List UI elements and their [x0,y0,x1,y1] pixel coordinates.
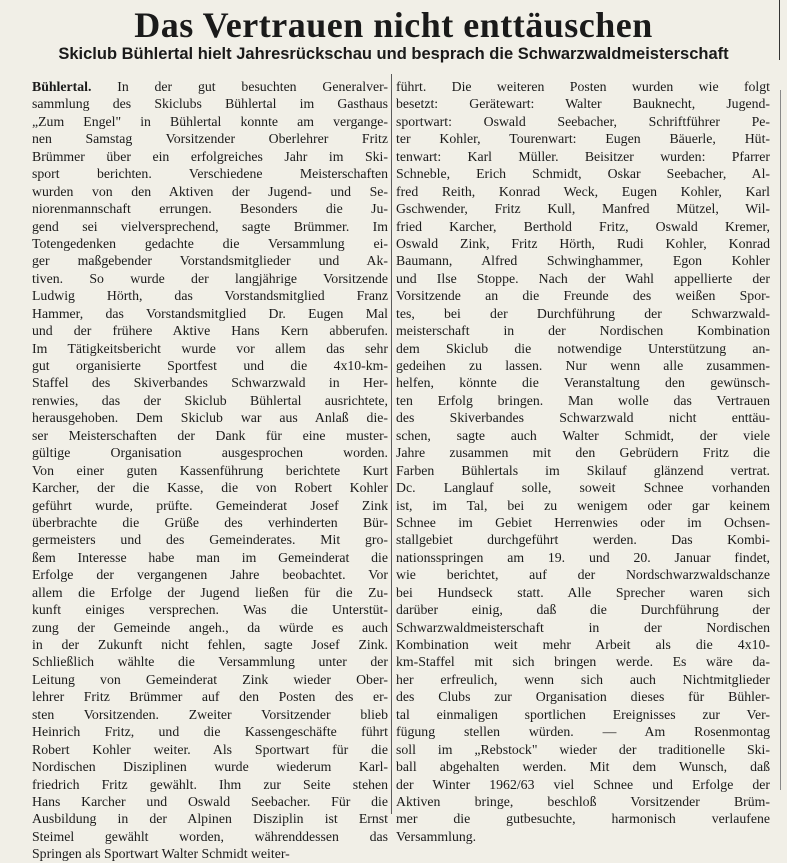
article-text-line: Baumann, Alfred Schwinghammer, Egon Kohler [396,253,770,269]
article-text-line: gedeihen zu lassen. Nur wenn alle zusammen- [396,358,770,373]
article-text-line: in der Zukunft nicht fehlen, sagte Josef Zink. [32,637,388,652]
article-text-line: sport berichten. Verschiedene Meisterschaften [32,166,388,182]
article-text-line: niorenmannschaft errungen. Besonders die Ju- [32,201,388,217]
article-text-line: Steimel gewählt worden, währenddessen das [32,828,388,844]
article-text-line: sportwart: Oswald Seebacher, Schriftführer Pe- [396,113,770,129]
article-column-right [396,78,770,845]
article-text-line: renwies, das der Skiclub Bühlertal ausrichtete, [32,392,388,408]
article-text-line: ten Erfolg bringen. Man wolle das Vertrauen [396,392,770,408]
article-text-line: besetzt: Gerätewart: Walter Bauknecht, Jugend- [396,96,770,112]
article-text-line: Im Tätigkeitsbericht wurde vor allem das sehr [32,340,388,356]
article-text-line: ger maßgebender Vorstandsmitglieder und Ak- [32,253,388,269]
article-text-line: fred Reith, Konrad Weck, Eugen Kohler, Karl [396,183,770,199]
article-text-line: Staffel des Skiverbandes Schwarzwald in Her- [32,375,388,391]
article-text-line: Leitung von Gemeinderat Zink wieder Ober- [32,671,388,687]
article-text-line: überbrachte die Grüße des verhinderten Bür- [32,514,388,530]
article-text-line: Karcher, der die Kasse, die von Robert Kohler [32,480,388,496]
article-text-line: meisterschaft in der Nordischen Kombination [396,323,770,339]
article-text-line: stallgebiet durchgeführt werden. Das Kombi- [396,532,770,548]
article-text-line: Hammer, das Vorstandsmitglied Dr. Eugen Mal [32,305,388,321]
article-text-line: herausgehoben. Dem Skiclub war aus Anlaß die- [32,410,388,426]
article-text-line: nationsspringen am 19. und 20. Januar findet, [396,549,770,565]
article-text-line: geführt wurde, prüfte. Gemeinderat Josef Zink [32,497,388,513]
article-text-line: Ausbildung in der Alpinen Disziplin ist Ernst [32,811,388,827]
article-text-line: Springen als Sportwart Walter Schmidt weiter- [32,846,290,862]
article-text-line: ßem Interesse habe man im Gemeinderat die [32,549,388,565]
article-text-line: Schnee im Gebiet Herrenwies oder im Ochsen- [396,514,770,530]
article-text-line: Totengedenken gedachte die Versammlung ei- [32,235,388,251]
article-text-line: Kombination weit mehr Arbeit als die 4x10- [396,637,770,652]
article-text-line: Schneble, Erich Schmidt, Oskar Seebacher, Al- [396,166,770,182]
article-text-line: und Ilse Stoppe. Nach der Wahl appellierte der [396,270,770,286]
article-text-line: Nordischen Disziplinen wurde wiederum Karl- [32,759,388,775]
article-text-line: sammlung des Skiclubs Bühlertal im Gasthaus [32,96,388,112]
article-text-line: gend sei vielversprechend, sagte Brümmer. Im [32,218,388,234]
article-text-line: ist, im Tal, bei zu wenigem oder gar keinem [396,497,770,513]
article-text-line: fried Karcher, Berthold Fritz, Oswald Kremer, [396,218,770,234]
article-text-line: fügung stellen würden. — Am Rosenmontag [396,724,770,740]
article-text-line: des Skiverbandes Schwarzwald nicht enttäu- [396,410,770,426]
article-text-line: Von einer guten Kassenführung berichtete Kurt [32,462,388,478]
article-text-line: Versammlung. [396,828,477,844]
article-text-line: „Zum Engel" in Bühlertal konnte am vergange- [32,113,388,129]
article-text-line: tiven. So wurde der langjährige Vorsitzende [32,270,388,286]
article-text-line: wurden von den Aktiven der Jugend- und Se- [32,183,388,199]
dateline: Bühlertal. [32,79,92,94]
article-text-line: tal einmaligen sportlichen Ereignisses zur Ver- [396,706,770,722]
article-text-line: soll im „Rebstock" wieder der traditionelle Ski- [396,741,770,757]
article-subheadline: Skiclub Bühlertal hielt Jahresrückschau und besprach die Schwarzwaldmeisterschaft [58,45,729,63]
article-text-line: wie berichtet, auf der Nordschwarzwaldschanze [396,567,770,583]
article-text-line: nen Samstag Vorsitzender Oberlehrer Fritz [32,131,388,147]
article-text-line: schen, sagte auch Walter Schmidt, der viele [396,427,770,443]
article-text-line: Brümmer über ein erfolgreiches Jahr im Ski- [32,148,388,164]
article-text-line: führt. Die weiteren Posten wurden wie folgt [396,79,770,94]
article-text-line: zung der Gemeinde angeh., da würde es auch [32,619,388,635]
article-text-line: her erfreulich, wenn sich auch Nichtmitglieder [396,671,770,687]
article-text-line: Ludwig Hörth, das Vorstandsmitglied Franz [32,288,388,304]
article-text-line: Robert Kohler weiter. Als Sportwart für die [32,741,388,757]
article-text-line: der Winter 1962/63 viel Schnee und Erfolge der [396,776,770,792]
article-text-line: Schließlich wählte die Versammlung unter der [32,654,388,670]
article-text-line: ser Meisterschaften der Dank für eine muster- [32,427,388,443]
article-text-line: ball abgehalten werden. Mit dem Wunsch, daß [396,759,770,775]
edge-rule [779,0,780,60]
article-text-line: Hans Karcher und Oswald Seebacher. Für die [32,793,388,809]
article-text-line [32,78,388,95]
article-text-line: germeisters und des Gemeinderates. Mit gro- [32,532,388,548]
column-divider [391,74,392,814]
article-text-line: tenwart: Karl Müller. Beisitzer wurden: Pfarrer [396,148,770,164]
article-text-line: tes, bei der Durchführung der Schwarzwald- [396,305,770,321]
article-text-line: Schwarzwaldmeisterschaft in der Nordischen [396,619,770,635]
article-text-line: Gschwender, Fritz Kull, Manfred Mützel, Wil- [396,201,770,217]
article-text-line: Aktiven bringe, beschloß Vorsitzender Brüm- [396,793,770,809]
article-text-line: Dc. Langlauf solle, soweit Schnee vorhanden [396,480,770,496]
article-text-line: km-Staffel mit sich bringen werde. Es wäre da- [396,654,770,670]
article-text-line: ter Kohler, Tourenwart: Eugen Bäuerle, Hüt- [396,131,770,147]
article-text-line: allem die Erfolge der Jugend ließen für die Zu- [32,584,388,600]
article-text-line: helfen, könnte die Veranstaltung den gewünsch- [396,375,770,391]
article-text-line: dem Skiclub die notwendige Unterstützung an- [396,340,770,356]
article-text-line: und der frühere Aktive Hans Kern abberufen. [32,323,388,339]
article-text-line: des Clubs zur Organisation dieses für Bühler- [396,689,770,705]
edge-rule [780,90,781,790]
article-text-line: Oswald Zink, Fritz Hörth, Rudi Kohler, Konrad [396,235,770,251]
article-text-line: sten Vorsitzenden. Zweiter Vorsitzender blieb [32,706,388,722]
article-text-line: darüber einig, daß die Durchführung der [396,602,770,618]
article-text-line: gültige Organisation ausgesprochen worden. [32,445,388,461]
article-text-line: Vorsitzende an die Freunde des weißen Spor- [396,288,770,304]
article-column-left [32,78,388,863]
article-text-line: lehrer Fritz Brümmer auf den Posten des er- [32,689,388,705]
article-text-line: Heinrich Fritz, und die Kassengeschäfte führt [32,724,388,740]
article-text-line: mer die gutbesuchte, harmonisch verlaufene [396,811,770,827]
article-text-line: gut organisierte Sportfest und die 4x10-km- [32,358,388,373]
article-text: In der gut besuchten Generalver- [91,79,388,94]
article-headline: Das Vertrauen nicht enttäuschen [134,5,653,45]
article-text-line: Farben Bühlertals im Skilauf glänzend vertrat. [396,462,770,478]
article-text-line: kunft einiges versprechen. Was die Unterstüt- [32,602,388,618]
article-text-line: friedrich Fritz gewählt. Ihm zur Seite stehen [32,776,388,792]
article-text-line: Erfolge der vergangenen Jahre beobachtet. Vor [32,567,388,583]
article-text-line: Jahre zusammen mit den Gebrüdern Fritz die [396,445,770,461]
article-text-line: bei Hundseck statt. Alle Sprecher waren sich [396,584,770,600]
